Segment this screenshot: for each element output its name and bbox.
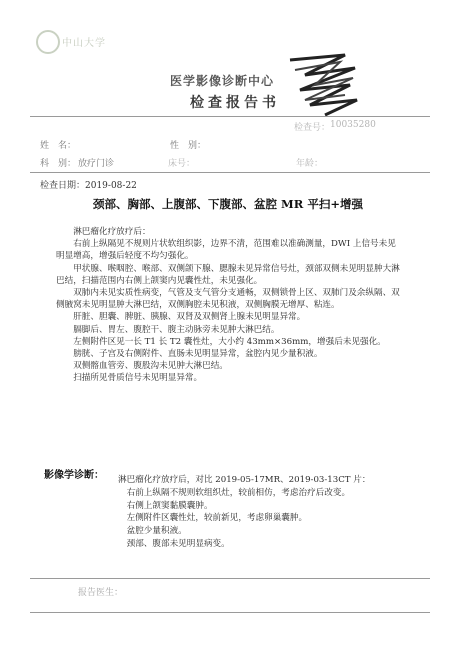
impression-text [118,474,408,551]
report-title: 检查报告书 [190,95,280,111]
exam-no: 10035280 [330,120,376,130]
exam-title: 颈部、胸部、上腹部、下腹部、盆腔 MR 平扫+增强 [93,197,363,211]
findings-line: 膈脚后、胃左、腹腔干、腹主动脉旁未见肿大淋巴结。 [73,324,280,335]
impression-line: 淋巴瘤化疗放疗后，对比 2019-05-17MR、2019-03-13CT 片： [118,475,371,485]
impression-line: 盆腔少量积液。 [126,526,187,537]
dept-value: 放疗门诊 [78,159,115,169]
findings-line: 膀胱、子宫及右侧附件、直肠未见明显异常，盆腔内见少量积液。 [73,349,323,360]
findings [56,226,404,385]
exam-date: 检查日期：2019-08-22 [40,181,137,191]
findings-line: 肝脏、胆囊、脾脏、胰腺、双肾及双侧肾上腺未见明显异常。 [73,312,306,323]
footer-rule [30,578,430,579]
footer-rule-bottom [30,612,430,613]
impression-line: 右侧上颌窦黏膜囊肿。 [126,500,213,511]
hospital-name: 医学影像诊断中心 [170,74,275,88]
hospital-logo [36,28,126,56]
logo-text: 中山大学 [62,38,106,49]
impression-line: 左侧附件区囊性灶，较前新见，考虑卵巢囊肿。 [126,513,308,524]
findings-line: 甲状腺、喉咽腔、喉部、双侧颌下腺、腮腺未见异常信号灶，颈部双侧未见明显肿大淋巴结，扫描范围内右侧上颌窦内见囊性灶，未见强化。 [56,263,400,286]
findings-line: 左侧附件区见一长 T1 长 T2 囊性灶，大小约 43mm×36mm，增强后未见强化。 [73,336,386,347]
name-label: 姓 名： [40,141,77,151]
bed-label: 床号： [168,159,196,169]
findings-line: 扫描所见骨质信号未见明显异常。 [73,373,203,384]
findings-line: 双肺内未见实质性病变，气管及支气管分支通畅，双侧锁骨上区、双肺门及余纵隔、双侧腋窝未见明显肿大淋巴结，双侧胸腔未见积液，双侧胸膜无增厚、粘连。 [56,288,400,311]
findings-line: 双侧髂血管旁、腹股沟未见肿大淋巴结。 [73,361,228,372]
footer-text: 报告医生： [78,588,124,598]
dept-label: 科 别： [40,159,77,169]
findings-line: 淋巴瘤化疗放疗后： [73,227,151,237]
age-label: 年龄： [296,159,324,169]
findings-line: 右前上纵隔见不规则片状软组织影，边界不清，范围难以准确测量，DWI 上信号未见明显增高，增强后轻度不均匀强化。 [56,239,396,262]
header-rule-top [30,116,430,117]
header-rule-bottom [30,172,430,173]
impression-label: 影像学诊断： [44,470,104,481]
redaction-scribble [285,50,365,120]
logo-mark [36,30,60,54]
impression-line: 右前上纵隔不规则软组织灶，较前相仿，考虑治疗后改变。 [126,487,351,498]
impression-line: 颈部、腹部未见明显病变。 [126,538,230,549]
exam-no-label: 检查号： [294,123,331,133]
gender-label: 性 别： [170,141,207,151]
